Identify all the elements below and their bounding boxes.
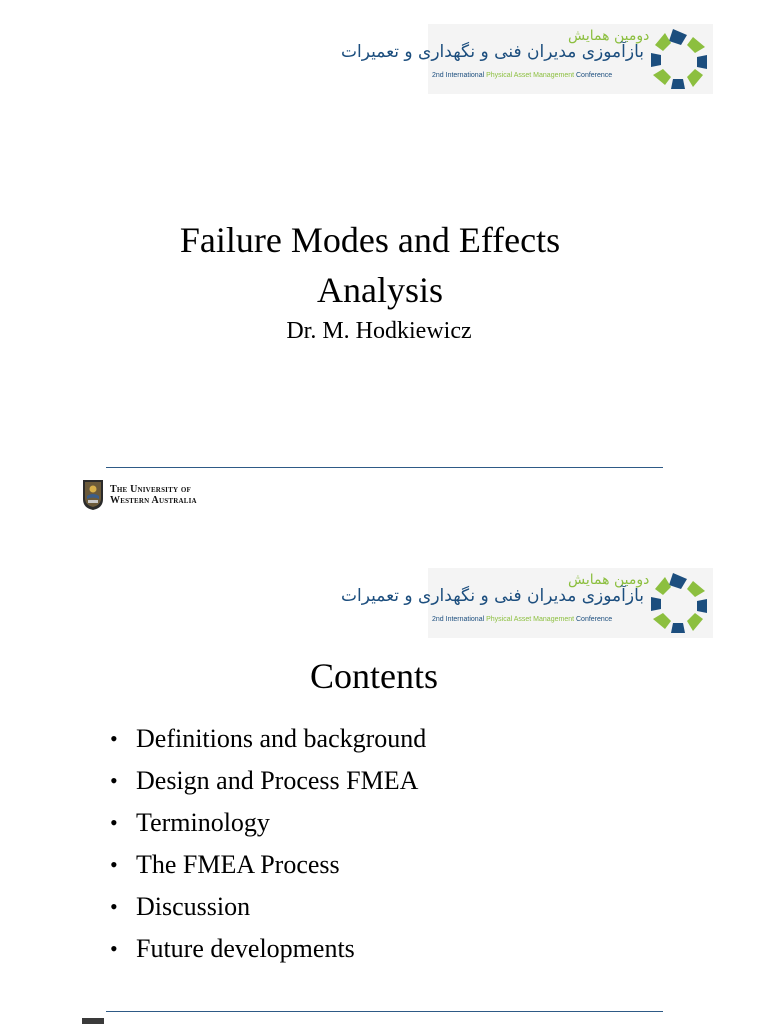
banner-english-suffix: Conference [576,616,613,623]
author-name: Dr. M. Hodkiewicz [286,318,472,344]
banner-english-prefix: 2nd International [432,616,485,623]
university-name-line-1: The University of [110,484,192,495]
list-item [110,802,426,844]
list-item [110,928,426,970]
conference-banner [341,568,713,638]
banner-english-highlight: Physical Asset Management [486,72,575,79]
slide-title-line-2: Analysis [317,270,443,310]
university-name [110,484,197,506]
banner-persian-line-2: بازآموزی مدیران فنی و نگهداری و تعمیرات [341,586,644,606]
list-item [110,760,426,802]
list-item [110,886,426,928]
list-item-text: The FMEA Process [136,850,340,879]
university-crest-icon [82,479,104,511]
slide-title-line-1: Failure Modes and Effects [179,220,561,260]
footer-divider [106,1011,663,1012]
conference-logo-icon [647,27,711,91]
banner-persian-line-1: دومین همایش [568,572,650,588]
banner-persian-line-1: دومین همایش [568,28,650,44]
contents-slide [0,556,768,1024]
banner-persian-line-2: بازآموزی مدیران فنی و نگهداری و تعمیرات [341,42,644,62]
list-item-text: Definitions and background [136,724,427,753]
bullet-icon: • [110,768,118,793]
bullet-icon: • [110,894,118,919]
university-crest-icon [82,1018,104,1024]
banner-english-highlight: Physical Asset Management [486,616,575,623]
conference-banner [341,24,713,94]
list-item-text: Future developments [136,934,355,963]
contents-list [110,718,426,970]
bullet-icon: • [110,936,118,961]
list-item-text: Terminology [136,808,270,837]
banner-english-text [432,72,612,79]
list-item [110,718,426,760]
footer-divider [106,467,663,468]
contents-heading: Contents [309,656,438,696]
bullet-icon: • [110,726,118,751]
list-item [110,844,426,886]
list-item-text: Discussion [136,892,251,921]
university-name-line-2: Western Australia [110,495,197,506]
bullet-icon: • [110,810,118,835]
banner-english-prefix: 2nd International [432,72,485,79]
bullet-icon: • [110,852,118,877]
banner-english-suffix: Conference [576,72,613,79]
conference-logo-icon [647,571,711,635]
list-item-text: Design and Process FMEA [136,766,419,795]
banner-english-text [432,616,612,623]
